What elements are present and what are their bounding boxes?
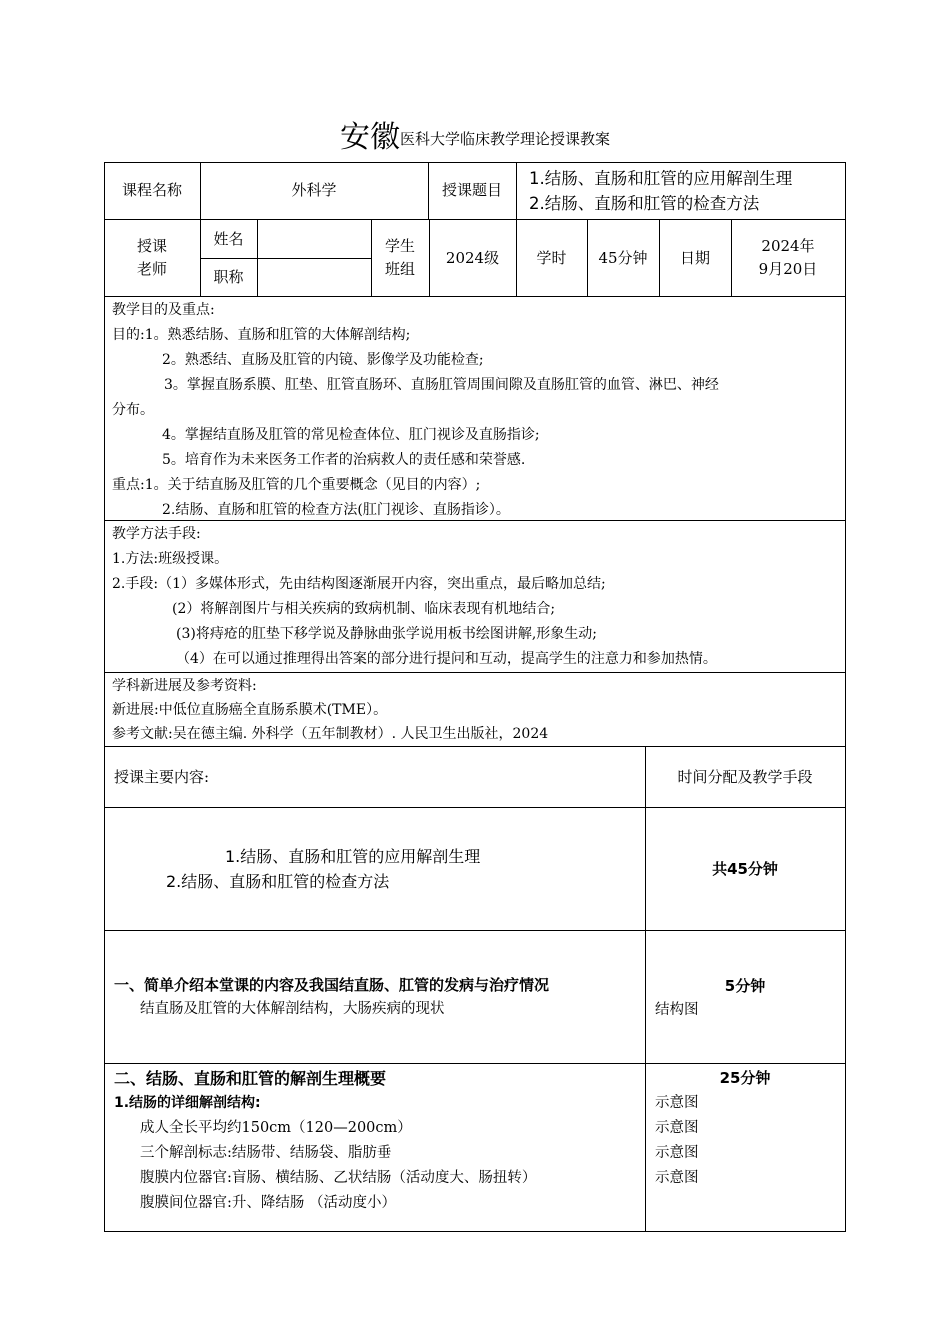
section2-title: 二、结肠、直肠和肛管的解剖生理概要 <box>114 1069 387 1088</box>
class-label-line-1: 学生 <box>384 237 415 255</box>
method-line: 1.方法:班级授课。 <box>112 551 229 567</box>
title-rest: 医科大学临床教学理论授课教案 <box>399 130 610 148</box>
section2-method: 示意图 <box>655 1095 699 1111</box>
reference-line: 参考文献:吴在德主编. 外科学（五年制教材）. 人民卫生出版社，2024 <box>112 726 549 742</box>
overview-line-2: 2.结肠、直肠和肛管的检查方法 <box>166 872 390 891</box>
topic-line-1: 1.结肠、直肠和肛管的应用解剖生理 <box>529 169 793 188</box>
methods-heading: 教学方法手段: <box>112 526 201 542</box>
section1-method: 结构图 <box>655 1002 699 1018</box>
hours-label: 学时 <box>536 249 567 267</box>
method-line: （4）在可以通过推理得出答案的部分进行提问和互动，提高学生的注意力和参加热情。 <box>176 651 717 667</box>
overview-time: 共45分钟 <box>712 860 778 878</box>
section2-time: 25分钟 <box>719 1069 771 1087</box>
section2-method: 示意图 <box>655 1145 699 1161</box>
name-label: 姓名 <box>213 230 244 248</box>
method-line: 2.手段:（1）多媒体形式，先由结构图逐渐展开内容，突出重点，最后略加总结; <box>112 576 606 592</box>
topic-label: 授课题目 <box>441 181 502 199</box>
objective-line: 目的:1。熟悉结肠、直肠和肛管的大体解剖结构; <box>112 327 411 343</box>
teacher-label-line-2: 老师 <box>136 260 167 278</box>
overview-lines <box>104 844 645 894</box>
class-label <box>371 235 429 281</box>
date-label: 日期 <box>679 249 710 267</box>
teacher-label <box>104 235 200 281</box>
key-points-line: 重点:1。关于结直肠及肛管的几个重要概念（见目的内容）; <box>112 477 481 493</box>
section2-item: 成人全长平均约150cm（120—200cm） <box>140 1120 412 1136</box>
course-label: 课程名称 <box>121 181 182 199</box>
section1-title: 一、简单介绍本堂课的内容及我国结直肠、肛管的发病与治疗情况 <box>114 976 550 994</box>
class-label-line-2: 班组 <box>384 260 415 278</box>
section2-item: 腹膜间位器官:升、降结肠 （活动度小） <box>140 1195 396 1211</box>
section1-detail: 结直肠及肛管的大体解剖结构，大肠疾病的现状 <box>140 1001 445 1017</box>
objective-line: 5。培育作为未来医务工作者的治病救人的责任感和荣誉感. <box>162 452 526 468</box>
time-allocation-label: 时间分配及教学手段 <box>677 768 813 786</box>
references-heading: 学科新进展及参考资料: <box>112 678 257 694</box>
methods-section <box>112 522 717 672</box>
rank-label: 职称 <box>213 268 244 286</box>
page-title <box>0 120 950 157</box>
content-label: 授课主要内容: <box>114 768 210 786</box>
date-line-2: 9月20日 <box>758 260 818 278</box>
objective-line: 2。熟悉结、直肠及肛管的内镜、影像学及功能检查; <box>162 352 484 368</box>
section2-method: 示意图 <box>655 1120 699 1136</box>
key-points-line: 2.结肠、直肠和肛管的检查方法(肛门视诊、直肠指诊）。 <box>162 502 510 518</box>
section2-subtitle: 1.结肠的详细解剖结构: <box>114 1095 261 1111</box>
course-value: 外科学 <box>291 181 337 199</box>
topic-line-2: 2.结肠、直肠和肛管的检查方法 <box>529 194 760 213</box>
date-value <box>731 235 845 281</box>
section2-methods <box>655 1091 699 1191</box>
objective-line: 4。掌握结直肠及肛管的常见检查体位、肛门视诊及直肠指诊; <box>162 427 540 443</box>
section2-item: 腹膜内位器官:盲肠、横结肠、乙状结肠（活动度大、肠扭转） <box>140 1170 537 1186</box>
section2-method: 示意图 <box>655 1170 699 1186</box>
method-line: (2）将解剖图片与相关疾病的致病机制、临床表现有机地结合; <box>172 601 556 617</box>
references-section <box>112 674 548 746</box>
objective-line: 3。掌握直肠系膜、肛垫、肛管直肠环、直肠肛管周围间隙及直肠肛管的血管、淋巴、神经 <box>164 377 719 393</box>
objectives-heading: 教学目的及重点: <box>112 302 215 318</box>
overview-line-1: 1.结肠、直肠和肛管的应用解剖生理 <box>225 847 481 866</box>
hours-value: 45分钟 <box>598 249 648 267</box>
method-line: (3)将痔疮的肛垫下移学说及静脉曲张学说用板书绘图讲解,形象生动; <box>176 626 597 642</box>
topic-value <box>529 166 792 216</box>
date-line-1: 2024年 <box>761 237 815 255</box>
objective-line: 分布。 <box>112 402 154 418</box>
section2-item: 三个解剖标志:结肠带、结肠袋、脂肪垂 <box>140 1145 392 1161</box>
objectives-section <box>112 298 719 523</box>
class-value: 2024级 <box>445 249 500 267</box>
title-big: 安徽 <box>339 120 400 155</box>
section1-time: 5分钟 <box>724 977 766 995</box>
teacher-label-line-1: 授课 <box>136 237 167 255</box>
reference-line: 新进展:中低位直肠癌全直肠系膜术(TME）。 <box>112 702 388 718</box>
